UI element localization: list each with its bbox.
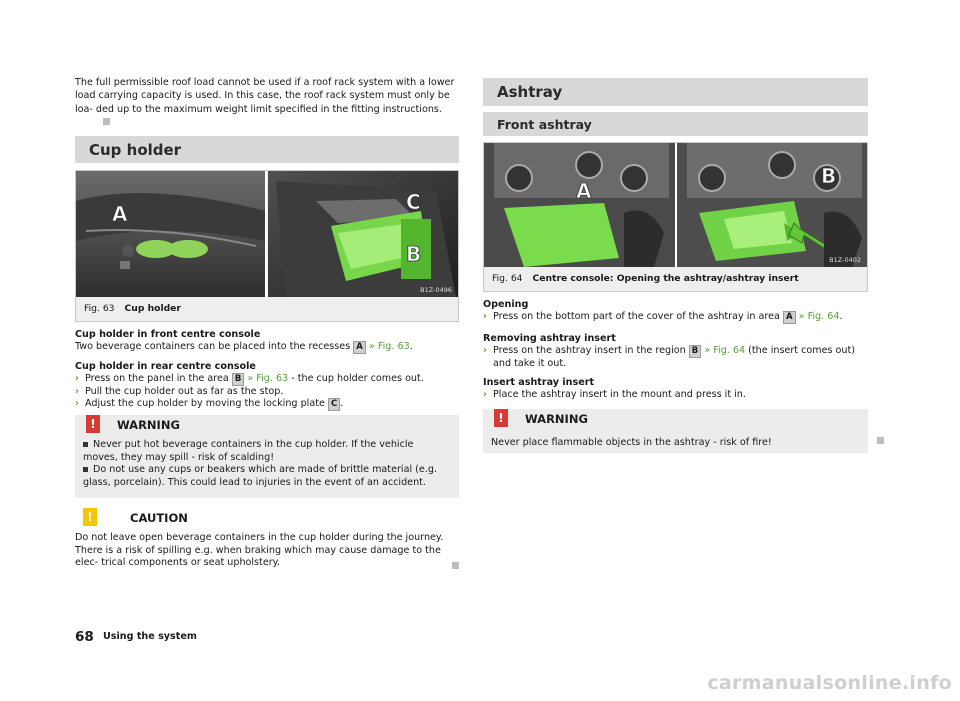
- removing-heading: Removing ashtray insert: [483, 333, 616, 344]
- key-b: B: [232, 373, 244, 386]
- insert-section: [483, 377, 868, 401]
- ashtray-heading-text: Ashtray: [497, 83, 563, 101]
- warning-icon: !: [494, 409, 508, 427]
- warning-body: [483, 431, 868, 456]
- section-end-mark: [877, 437, 884, 444]
- front-ashtray-heading-text: Front ashtray: [497, 116, 592, 132]
- step-arrow-icon: ›: [483, 345, 487, 357]
- opening-step-text: [493, 311, 843, 324]
- page-section-title: Using the system: [103, 631, 197, 642]
- warning-body: [75, 437, 459, 495]
- opening-step: [483, 311, 868, 324]
- cup-holder-heading-text: Cup holder: [89, 140, 182, 159]
- cup-holder-warning-box: [75, 415, 459, 498]
- rear-step-3-pre: Adjust the cup holder by moving the locking plate: [85, 398, 325, 410]
- rear-step-3: [75, 398, 459, 411]
- warning-item-2-text: Do not use any cups or beakers which are made of brittle material (e.g. glass, porcelain). This could lead to injuries in the event of an accident.: [83, 464, 438, 488]
- figure-64-title: Centre console: Opening the ashtray/ashtray insert: [532, 272, 799, 284]
- caution-title: CAUTION: [130, 511, 188, 525]
- figure-63-label-c: C: [406, 190, 421, 214]
- step-arrow-icon: ›: [483, 311, 487, 323]
- removing-step-text: [493, 345, 868, 370]
- figure-63-label-a: A: [112, 202, 128, 226]
- figure-64: [483, 142, 868, 292]
- ashtray-warning-text: Never place flammable objects in the ashtray - risk of fire!: [491, 437, 772, 448]
- intro-text: The full permissible roof load cannot be used if a roof rack system with a lower load carrying capacity is used. In this case, the roof rack system must only be loa- ded up to the maximum weight limit specified in the fitting instructions.: [75, 77, 455, 115]
- front-cup-holder-sentence: Two beverage containers can be placed into the recesses: [75, 341, 351, 353]
- insert-step: [483, 389, 868, 401]
- caution-header: [75, 508, 459, 528]
- warning-header: [75, 415, 459, 437]
- cup-holder-illustration: [76, 171, 458, 297]
- warning-item-1-text: Never put hot beverage containers in the cup holder. If the vehicle moves, they may spill - risk of scalding!: [83, 439, 414, 463]
- removing-post: (the insert comes out) and take it out.: [493, 345, 856, 370]
- insert-step-text: Place the ashtray insert in the mount and press it in.: [493, 389, 746, 401]
- figure-63: [75, 170, 459, 322]
- warning-title: WARNING: [117, 418, 180, 432]
- cup-holder-heading: [75, 136, 459, 163]
- key-c: C: [328, 398, 340, 411]
- key-a: A: [353, 341, 366, 354]
- intro-paragraph: [75, 76, 459, 129]
- caution-text: [75, 532, 459, 570]
- warning-header: [483, 409, 868, 431]
- front-cup-holder-heading: Cup holder in front centre console: [75, 329, 261, 340]
- step-arrow-icon: ›: [75, 398, 79, 410]
- fig-63-link[interactable]: » Fig. 63: [368, 341, 410, 353]
- figure-64-label-a: A: [576, 179, 592, 203]
- figure-64-code: B1Z-0402: [829, 256, 861, 264]
- rear-cup-holder-section: [75, 361, 459, 411]
- figure-64-caption: [492, 265, 799, 291]
- opening-section: [483, 299, 868, 324]
- caution-icon: !: [83, 508, 97, 526]
- figure-63-label-b: B: [406, 242, 422, 266]
- opening-post: .: [839, 311, 843, 323]
- caution-text-content: Do not leave open beverage containers in the cup holder during the journey. There is a risk of spilling e.g. when braking which may cause damage to the elec- trical components or seat upholstery.: [75, 532, 444, 569]
- rear-step-2-text: Pull the cup holder out as far as the stop.: [85, 386, 284, 398]
- rear-step-2: [75, 386, 459, 398]
- front-ashtray-heading: [483, 112, 868, 136]
- removing-pre: Press on the ashtray insert in the region: [493, 345, 686, 357]
- rear-step-1: [75, 373, 459, 386]
- rear-step-1-text: [85, 373, 424, 386]
- fig-64-link[interactable]: » Fig. 64: [798, 311, 840, 323]
- fig-63-link[interactable]: » Fig. 63: [247, 373, 289, 385]
- removing-section: [483, 333, 868, 370]
- step-arrow-icon: ›: [75, 386, 79, 398]
- rear-cup-holder-heading: Cup holder in rear centre console: [75, 361, 256, 372]
- insert-heading: Insert ashtray insert: [483, 377, 595, 388]
- bullet-square-icon: [83, 442, 88, 447]
- step-arrow-icon: ›: [75, 373, 79, 385]
- ashtray-illustration: [484, 143, 867, 267]
- front-cup-holder-end: .: [409, 341, 413, 353]
- figure-63-caption: [84, 295, 181, 321]
- section-end-mark: [452, 562, 459, 569]
- front-cup-holder-section: [75, 329, 459, 354]
- warning-item: [83, 464, 451, 489]
- step-arrow-icon: ›: [483, 389, 487, 401]
- rear-step-3-text: [85, 398, 343, 411]
- rear-step-1-pre: Press on the panel in the area: [85, 373, 229, 385]
- front-cup-holder-text: [75, 341, 459, 354]
- figure-64-label-b: B: [821, 164, 837, 188]
- ashtray-warning-box: [483, 409, 868, 453]
- watermark: carmanualsonline.info: [707, 672, 952, 694]
- figure-63-code: B1Z-0496: [420, 286, 452, 294]
- figure-63-number: Fig. 63: [84, 302, 115, 314]
- warning-title: WARNING: [525, 412, 588, 426]
- figure-63-image: [76, 171, 458, 297]
- figure-63-title: Cup holder: [124, 302, 181, 314]
- warning-icon: !: [86, 415, 100, 433]
- opening-heading: Opening: [483, 299, 529, 310]
- rear-step-1-post: - the cup holder comes out.: [288, 373, 424, 385]
- removing-step: [483, 345, 868, 370]
- section-end-mark: [103, 118, 110, 125]
- key-a: A: [783, 311, 796, 324]
- page-number: 68: [75, 629, 94, 645]
- figure-64-number: Fig. 64: [492, 272, 523, 284]
- key-b: B: [689, 345, 701, 358]
- figure-64-image: [484, 143, 867, 267]
- warning-item: [83, 439, 451, 464]
- bullet-square-icon: [83, 467, 88, 472]
- opening-pre: Press on the bottom part of the cover of the ashtray in area: [493, 311, 780, 323]
- fig-64-link[interactable]: » Fig. 64: [704, 345, 746, 357]
- ashtray-heading: [483, 78, 868, 106]
- rear-step-3-post: .: [340, 398, 344, 410]
- cup-holder-caution: [75, 508, 459, 570]
